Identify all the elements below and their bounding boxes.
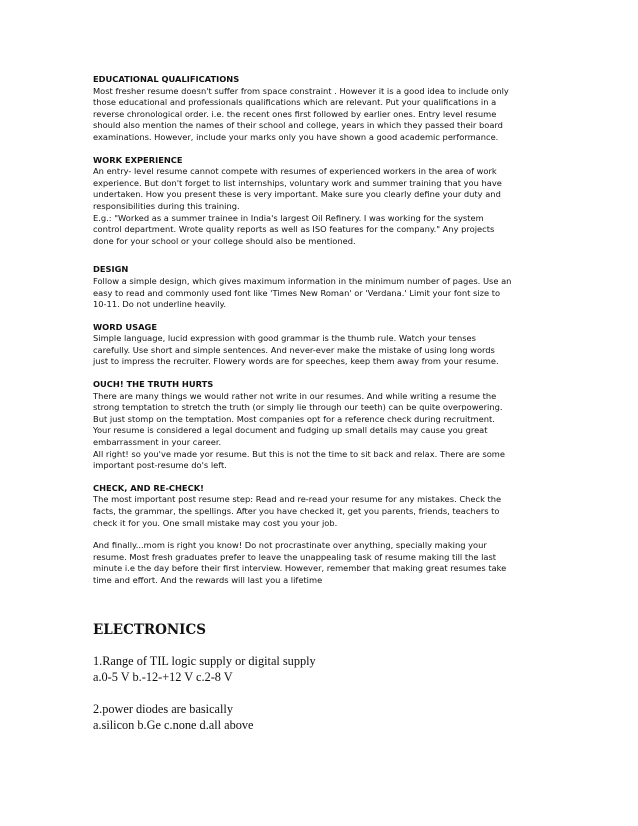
section-word-usage: [93, 322, 549, 368]
section-heading: CHECK, AND RE-CHECK!: [93, 482, 204, 493]
body-line: The most important post resume step: Read and re-read your resume for any mistakes. Check the: [93, 494, 502, 505]
section-heading: WORK EXPERIENCE: [93, 154, 183, 165]
body-line: There are many things we would rather not write in our resumes. And while writing a resume the: [93, 390, 497, 401]
body-line: important post-resume do's left.: [93, 460, 227, 471]
body-line: Follow a simple design, which gives maximum information in the minimum number of pages. Use an: [93, 275, 512, 286]
body-line: responsibilities during this training.: [93, 200, 240, 211]
body-line: facts, the grammar, the spellings. After you have checked it, get you parents, friends, teachers to: [93, 506, 500, 516]
section-truth-hurts: [93, 379, 549, 472]
body-line: should also mention the names of their school and college, years in which they passed their board: [93, 120, 503, 131]
question-text: 1.Range of TIL logic supply or digital supply: [93, 653, 316, 668]
body-line: time and effort. And the rewards will last you a lifetime: [93, 574, 323, 585]
body-line: E.g.: "Worked as a summer trainee in India's largest Oil Refinery. I was working for the system: [93, 212, 484, 223]
body-line: those educational and professionals qualifications which are relevant. Put your qualifications in a: [93, 97, 497, 108]
question-options: a.silicon b.Ge c.none d.all above: [93, 717, 254, 732]
question-options: a.0-5 V b.-12-+12 V c.2-8 V: [93, 669, 233, 684]
body-line: All right! so you've made yor resume. But this is not the time to sit back and relax. There are some: [93, 448, 505, 459]
body-line: Simple language, lucid expression with good grammar is the thumb rule. Watch your tenses: [93, 333, 476, 344]
section-check-recheck: [93, 483, 549, 529]
body-line: check it for you. One small mistake may cost you your job.: [93, 517, 338, 528]
body-line: Most fresher resume doesn't suffer from space constraint . However it is a good idea to include only: [93, 85, 509, 96]
question-block: [93, 653, 549, 685]
body-line: And finally...mom is right you know! Do not procrastinate over anything, specially making your: [93, 540, 487, 551]
section-heading: OUCH! THE TRUTH HURTS: [93, 379, 214, 390]
body-line: But just stomp on the temptation. Most companies opt for a reference check during recruitment.: [93, 413, 495, 424]
section-heading: EDUCATIONAL QUALIFICATIONS: [93, 74, 240, 84]
question-block: [93, 701, 549, 733]
body-line: undertaken. How you present these is very important. Make sure you clearly define your duty and: [93, 189, 501, 200]
body-line: An entry- level resume cannot compete with resumes of experienced workers in the area of work: [93, 166, 497, 177]
body-line: done for your school or your college should also be mentioned.: [93, 235, 356, 246]
document-page: [93, 74, 549, 733]
body-line: strong temptation to stretch the truth (or simply lie through our teeth) can be quite overpowering.: [93, 402, 503, 413]
section-work-experience: [93, 155, 549, 248]
body-line: just to impress the recruiter. Flowery words are for speeches, keep them away from your resume.: [93, 356, 499, 367]
body-line: embarrassment in your career.: [93, 437, 222, 448]
section-heading: DESIGN: [93, 264, 129, 275]
section-heading: WORD USAGE: [93, 321, 157, 332]
section-design: [93, 264, 549, 310]
body-line: examinations. However, include your marks only you have shown a good academic performance.: [93, 131, 499, 142]
body-line: easy to read and commonly used font like 'Times New Roman' or 'Verdana.' Limit your font size to: [93, 287, 501, 298]
body-line: control department. Wrote quality reports as well as ISO features for the company." Any projects: [93, 224, 495, 235]
body-line: 10-11. Do not underline heavily.: [93, 299, 226, 310]
electronics-title: ELECTRONICS: [93, 621, 206, 638]
body-line: minute i.e the day before their first interview. However, remember that making great resumes take: [93, 563, 507, 574]
body-line: resume. Most fresh graduates prefer to leave the unappealing task of resume making till the last: [93, 551, 497, 562]
question-text: 2.power diodes are basically: [93, 701, 233, 716]
body-line: reverse chronological order. i.e. the recent ones first followed by earlier ones. Entry level resume: [93, 108, 497, 119]
body-line: carefully. Use short and simple sentences. And never-ever make the mistake of using long words: [93, 344, 495, 355]
body-line: experience. But don't forget to list internships, voluntary work and summer training that you have: [93, 177, 502, 188]
closing-paragraph: [93, 540, 549, 586]
body-line: Your resume is considered a legal document and fudging up small details may cause you great: [93, 425, 488, 436]
section-educational-qualifications: [93, 74, 549, 144]
